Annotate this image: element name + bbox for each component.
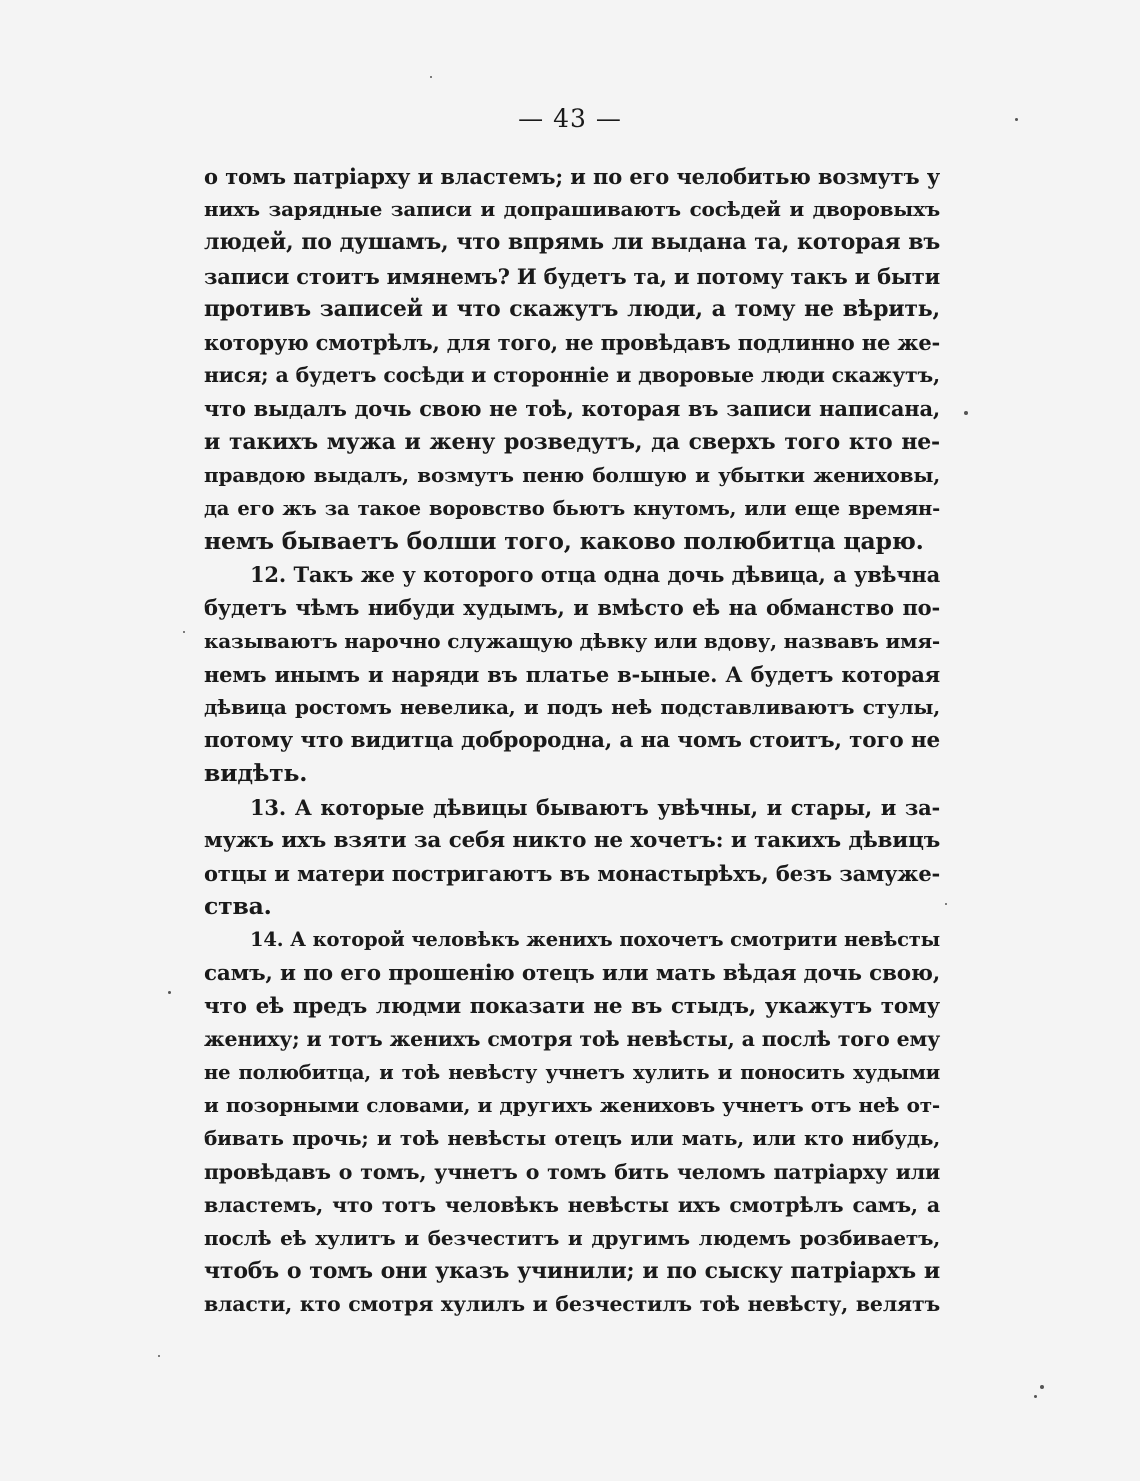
text-line: правдою выдалъ, возмутъ пеню болшую и убытки жениховы, [204, 462, 940, 487]
scan-speck [1015, 118, 1018, 121]
text-line: немъ бываетъ болши того, каково полюбитца царю. [204, 527, 924, 556]
text-line: бивать прочь; и тоѣ невѣсты отецъ или мать, или кто нибудь, [204, 1126, 940, 1151]
scan-speck [1034, 1395, 1037, 1398]
text-line: ства. [204, 892, 272, 921]
scan-speck [1040, 1385, 1044, 1389]
text-line: отцы и матери постригаютъ въ монастырѣхъ, безъ замуже- [204, 860, 940, 886]
scan-speck [183, 631, 185, 633]
body-text [204, 160, 940, 1322]
scan-speck [964, 411, 968, 415]
scan-speck [945, 903, 947, 905]
text-line: что еѣ предъ людми показати не въ стыдъ, укажутъ тому [204, 993, 940, 1019]
text-line: которую смотрѣлъ, для того, не провѣдавъ подлинно не же- [204, 329, 940, 355]
text-line: немъ инымъ и наряди въ платье в-ыные. А будетъ которая [204, 661, 940, 687]
text-line: 12. Такъ же у которого отца одна дочь дѣвица, а увѣчна [250, 562, 940, 588]
text-line: властемъ, что тотъ человѣкъ невѣсты ихъ смотрѣлъ самъ, а [204, 1192, 940, 1217]
scan-speck [158, 1355, 160, 1357]
text-line: послѣ еѣ хулитъ и безчеститъ и другимъ людемъ розбиваетъ, [204, 1226, 940, 1250]
text-line: и позорными словами, и другихъ жениховъ учнетъ отъ неѣ от- [204, 1093, 940, 1118]
scan-speck [430, 76, 432, 78]
text-line: 13. А которые дѣвицы бываютъ увѣчны, и стары, и за- [250, 794, 940, 820]
text-line: нихъ зарядные записи и допрашиваютъ сосѣдей и дворовыхъ [204, 197, 940, 222]
text-line: дѣвица ростомъ невелика, и подъ неѣ подставливаютъ стулы, [204, 695, 940, 719]
text-line: будетъ чѣмъ нибуди худымъ, и вмѣсто еѣ на обманство по- [204, 595, 940, 621]
text-line: нися; а будетъ сосѣди и сторонніе и дворовые люди скажутъ, [204, 363, 940, 388]
text-line: власти, кто смотря хулилъ и безчестилъ тоѣ невѣсту, велятъ [204, 1292, 940, 1317]
text-line: казываютъ нарочно служащую дѣвку или вдову, назвавъ имя- [204, 628, 940, 653]
text-line: да его жъ за такое воровство бьютъ кнутомъ, или еще времян- [204, 496, 940, 520]
scan-speck [168, 991, 171, 994]
text-line: не полюбитца, и тоѣ невѣсту учнетъ хулить и поносить худыми [204, 1061, 940, 1085]
page-number: — 43 — [518, 104, 622, 133]
text-line: видѣть. [204, 759, 308, 788]
text-line: о томъ патріарху и властемъ; и по его челобитью возмутъ у [204, 164, 940, 189]
text-line: провѣдавъ о томъ, учнетъ о томъ бить челомъ патріарху или [204, 1159, 940, 1184]
text-line: противъ записей и что скажутъ люди, а тому не вѣрить, [204, 295, 940, 322]
text-line: жениху; и тотъ женихъ смотря тоѣ невѣсты, а послѣ того ему [204, 1026, 940, 1051]
text-line: и такихъ мужа и жену розведутъ, да сверхъ того кто не- [204, 428, 940, 455]
text-line: что выдалъ дочь свою не тоѣ, которая въ записи написана, [204, 396, 940, 422]
text-line: людей, по душамъ, что впрямь ли выдана та, которая въ [204, 229, 940, 256]
text-line: мужъ ихъ взяти за себя никто не хочетъ: и такихъ дѣвицъ [204, 827, 940, 853]
text-line: 14. А которой человѣкъ женихъ похочетъ смотрити невѣсты [250, 928, 940, 952]
text-line: чтобъ о томъ они указъ учинили; и по сыску патріархъ и [204, 1258, 940, 1285]
text-line: самъ, и по его прошенію отецъ или мать вѣдая дочь свою, [204, 960, 940, 986]
text-line: потому что видитца доброродна, а на чомъ стоитъ, того не [204, 728, 940, 754]
text-line: записи стоитъ имянемъ? И будетъ та, и потому такъ и быти [204, 263, 940, 289]
